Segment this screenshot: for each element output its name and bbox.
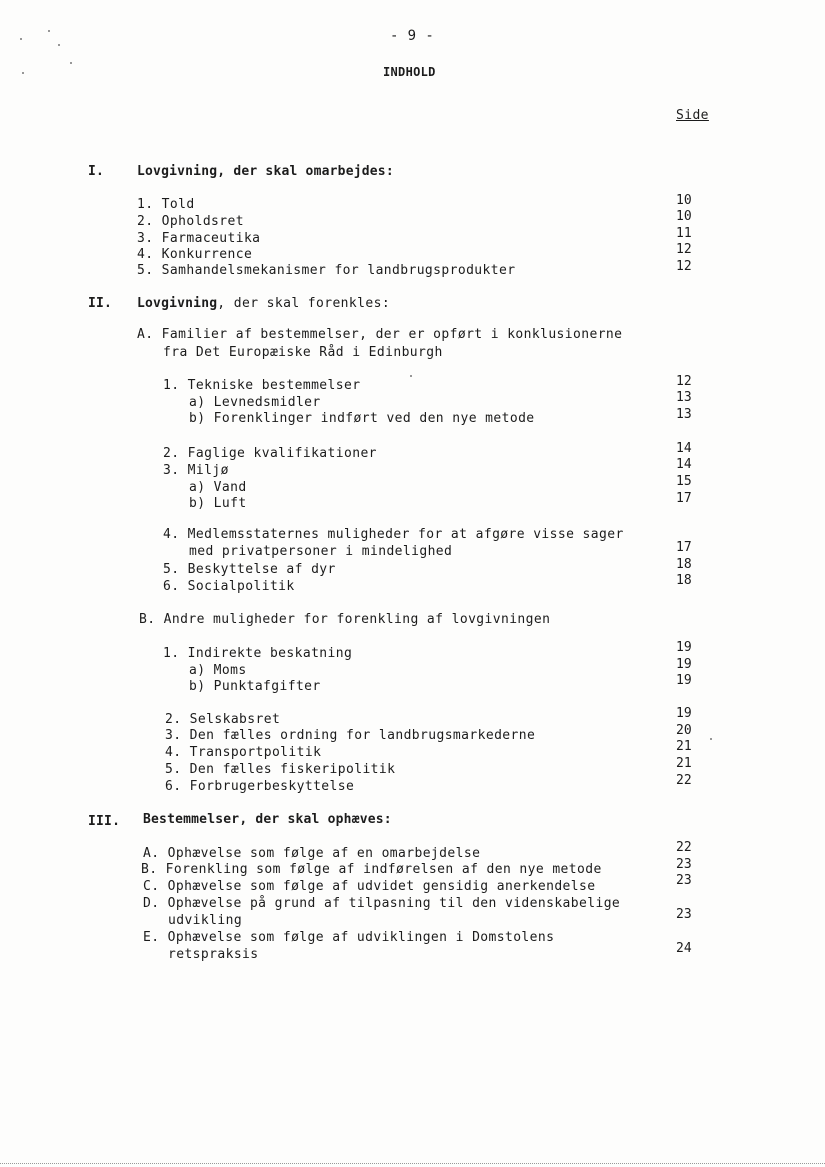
scan-speck — [70, 62, 72, 64]
toc-page: 19 — [676, 673, 692, 688]
toc-entry: b) Punktafgifter — [189, 679, 321, 694]
toc-page: 11 — [676, 226, 692, 241]
toc-page: 18 — [676, 557, 692, 572]
toc-entry: B. Andre muligheder for forenkling af lovgivningen — [139, 612, 551, 627]
toc-page: 22 — [676, 840, 692, 855]
toc-entry: 1. Tekniske bestemmelser — [163, 378, 361, 393]
toc-entry: 4. Medlemsstaternes muligheder for at afgøre visse sager — [163, 527, 624, 542]
toc-entry: 4. Transportpolitik — [165, 745, 322, 760]
toc-entry: 3. Farmaceutika — [137, 231, 261, 246]
toc-page: 21 — [676, 739, 692, 754]
toc-page: 14 — [676, 457, 692, 472]
toc-entry: A. Ophævelse som følge af en omarbejdelse — [143, 846, 481, 861]
toc-entry: 6. Socialpolitik — [163, 579, 295, 594]
toc-entry: 2. Faglige kvalifikationer — [163, 446, 377, 461]
toc-page: 19 — [676, 706, 692, 721]
toc-entry: D. Ophævelse på grund af tilpasning til den videnskabelige — [143, 896, 621, 911]
toc-page: 18 — [676, 573, 692, 588]
toc-entry: 4. Konkurrence — [137, 247, 253, 262]
scan-speck — [710, 738, 712, 740]
toc-page: 12 — [676, 374, 692, 389]
toc-page: 17 — [676, 540, 692, 555]
section-numeral: I. — [88, 164, 105, 179]
bottom-edge-line — [0, 1163, 825, 1164]
toc-entry: a) Moms — [189, 663, 247, 678]
toc-entry: 2. Selskabsret — [165, 712, 281, 727]
toc-page: 20 — [676, 723, 692, 738]
toc-page: 13 — [676, 390, 692, 405]
toc-entry: 6. Forbrugerbeskyttelse — [165, 779, 355, 794]
toc-page: 17 — [676, 491, 692, 506]
page-number: - 9 - — [390, 28, 435, 44]
toc-entry: 3. Den fælles ordning for landbrugsmarkederne — [165, 728, 536, 743]
toc-page: 10 — [676, 193, 692, 208]
toc-page: 15 — [676, 474, 692, 489]
toc-page: 12 — [676, 259, 692, 274]
scan-speck — [410, 375, 412, 377]
scan-speck — [22, 72, 24, 74]
toc-entry: B. Forenkling som følge af indførelsen af den nye metode — [141, 862, 602, 877]
toc-entry: med privatpersoner i mindelighed — [189, 544, 453, 559]
page-title: INDHOLD — [383, 65, 436, 79]
toc-entry: a) Vand — [189, 480, 247, 495]
toc-entry: E. Ophævelse som følge af udviklingen i Domstolens — [143, 930, 555, 945]
toc-entry: 1. Indirekte beskatning — [163, 646, 353, 661]
toc-page: 14 — [676, 441, 692, 456]
section-numeral: III. — [88, 814, 121, 829]
toc-page: 23 — [676, 907, 692, 922]
page-column-label: Side — [676, 108, 709, 123]
toc-page: 19 — [676, 640, 692, 655]
toc-entry: fra Det Europæiske Råd i Edinburgh — [163, 345, 443, 360]
toc-page: 13 — [676, 407, 692, 422]
toc-entry: A. Familier af bestemmelser, der er opført i konklusionerne — [137, 327, 623, 342]
toc-entry: 1. Told — [137, 197, 195, 212]
toc-entry: udvikling — [168, 913, 243, 928]
toc-page: 24 — [676, 941, 692, 956]
toc-entry: C. Ophævelse som følge af udvidet gensidig anerkendelse — [143, 879, 596, 894]
toc-entry: 5. Beskyttelse af dyr — [163, 562, 336, 577]
scan-speck — [20, 38, 22, 40]
toc-entry: 5. Samhandelsmekanismer for landbrugsprodukter — [137, 263, 516, 278]
toc-page: 22 — [676, 773, 692, 788]
section-numeral: II. — [88, 296, 113, 311]
toc-page: 12 — [676, 242, 692, 257]
toc-entry: 3. Miljø — [163, 463, 229, 478]
toc-page: 23 — [676, 857, 692, 872]
toc-page: 10 — [676, 209, 692, 224]
section-heading: Bestemmelser, der skal ophæves: — [143, 812, 392, 827]
toc-entry: b) Luft — [189, 496, 247, 511]
toc-page: 19 — [676, 657, 692, 672]
toc-entry: retspraksis — [168, 947, 259, 962]
toc-page: 21 — [676, 756, 692, 771]
section-heading: Lovgivning, der skal omarbejdes: — [137, 164, 394, 179]
toc-entry: a) Levnedsmidler — [189, 395, 321, 410]
scan-speck — [48, 30, 50, 32]
scan-speck — [58, 44, 60, 46]
toc-page: 23 — [676, 873, 692, 888]
toc-entry: 2. Opholdsret — [137, 214, 244, 229]
toc-entry: b) Forenklinger indført ved den nye metode — [189, 411, 535, 426]
section-heading: Lovgivning, der skal forenkles: — [137, 296, 391, 311]
toc-entry: 5. Den fælles fiskeripolitik — [165, 762, 396, 777]
